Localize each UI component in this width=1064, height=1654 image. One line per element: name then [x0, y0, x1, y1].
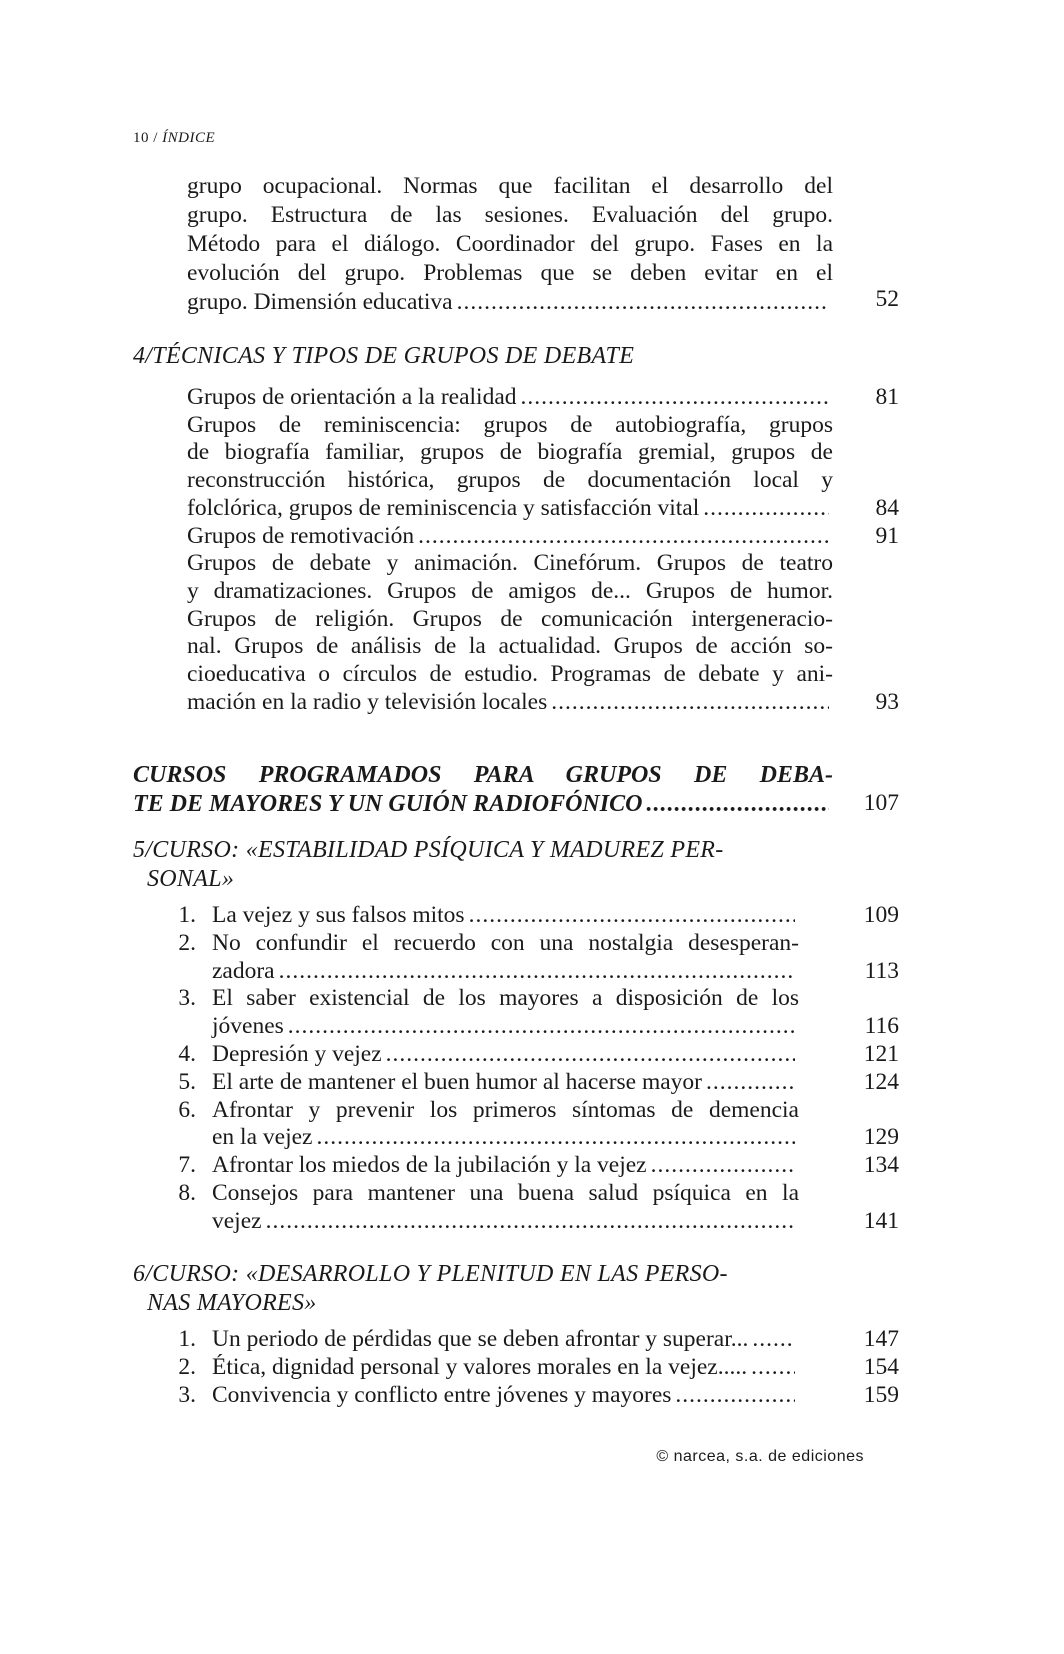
leader-dots [706, 1069, 795, 1097]
entry-line [212, 930, 799, 958]
toc-list-item [176, 1097, 799, 1153]
item-number: 8. [178, 1180, 196, 1206]
toc-entry-page: 84 [875, 494, 899, 521]
leader-dots [266, 1208, 795, 1236]
item-page: 109 [863, 902, 899, 928]
toc-entry [187, 550, 833, 716]
item-number: 2. [178, 929, 196, 956]
entry-line [212, 1124, 799, 1152]
item-number: 1. [178, 1326, 196, 1352]
leader-dots [646, 790, 829, 819]
item-page: 113 [864, 957, 899, 984]
entry-text: Depresión y vejez [212, 1041, 382, 1067]
item-body [212, 1354, 799, 1382]
item-number: 3. [178, 1381, 196, 1408]
entry-text: nal. Grupos de análisis de la actualidad. Grupos de acción so- [187, 633, 833, 660]
entry-line [187, 689, 833, 717]
intro-entry [187, 172, 833, 317]
heading-line: 6/CURSO: «DESARROLLO Y PLENITUD EN LAS PERSO- [133, 1261, 728, 1287]
toc-entry [187, 384, 833, 412]
toc-list-item [176, 985, 799, 1041]
entry-text: en la vejez [212, 1124, 313, 1151]
leader-dots [288, 1013, 795, 1041]
item-body [212, 902, 799, 930]
leader-dots [703, 495, 829, 523]
heading-line: 5/CURSO: «ESTABILIDAD PSÍQUICA Y MADUREZ PER- [133, 837, 724, 863]
toc-list-item [176, 1354, 799, 1382]
entry-line [212, 1208, 799, 1236]
entry-text: Ética, dignidad personal y valores morales en la vejez..... [212, 1353, 748, 1380]
toc-list-item [176, 1180, 799, 1236]
entry-text: de biografía familiar, grupos de biografía gremial, grupos de [187, 439, 833, 466]
leader-dots [521, 384, 829, 412]
item-number: 3. [178, 985, 196, 1012]
entry-line [187, 288, 833, 317]
leader-dots [651, 1152, 795, 1180]
item-body [212, 1152, 799, 1180]
item-page: 129 [863, 1124, 899, 1151]
section-page: 107 [863, 790, 899, 816]
entry-line [212, 985, 799, 1013]
item-body [212, 930, 799, 986]
entry-text: El saber existencial de los mayores a disposición de los [212, 985, 799, 1012]
toc-list-item [176, 1326, 799, 1354]
entry-text: Grupos de remotivación [187, 522, 415, 549]
item-number: 1. [178, 902, 196, 928]
entry-line [212, 1041, 799, 1069]
leader-dots [386, 1041, 795, 1069]
toc-list-item [176, 930, 799, 986]
toc-entry [187, 523, 833, 551]
item-page: 116 [864, 1013, 899, 1040]
item-body [212, 1382, 799, 1410]
entry-text: Grupos de religión. Grupos de comunicación intergeneracio- [187, 605, 833, 632]
item-body [212, 1097, 799, 1153]
entry-line [187, 661, 833, 689]
heading-line: SONAL» [147, 866, 235, 892]
entry-line [187, 578, 833, 606]
entry-line [212, 1069, 799, 1097]
entry-text: Convivencia y conflicto entre jóvenes y mayores [212, 1381, 672, 1408]
leader-dots [752, 1326, 795, 1354]
entry-text: La vejez y sus falsos mitos [212, 902, 465, 928]
entry-line [187, 412, 833, 440]
toc-list-item [176, 1041, 799, 1069]
entry-line [212, 1354, 799, 1382]
entry-text: vejez [212, 1207, 262, 1234]
leader-dots [457, 288, 829, 317]
intro-line: evolución del grupo. Problemas que se deben evitar en el [187, 260, 833, 286]
toc-entry [187, 412, 833, 523]
section-heading [133, 761, 833, 819]
entry-line [212, 1180, 799, 1208]
entry-text: CURSOS PROGRAMADOS PARA GRUPOS DE DEBA- [133, 762, 833, 788]
item-page: 121 [863, 1041, 899, 1067]
entry-text: Afrontar los miedos de la jubilación y la vejez [212, 1152, 647, 1179]
copyright-footer: © narcea, s.a. de ediciones [656, 1448, 864, 1465]
leader-dots [551, 689, 829, 717]
entry-text: grupo. Dimensión educativa [187, 289, 453, 315]
entry-text: Grupos de orientación a la realidad [187, 384, 517, 410]
entry-line [212, 1097, 799, 1125]
entry-text: mación en la radio y televisión locales [187, 688, 548, 715]
intro-line: Método para el diálogo. Coordinador del grupo. Fases en la [187, 231, 833, 257]
entry-line [187, 439, 833, 467]
intro-line: grupo ocupacional. Normas que facilitan el desarrollo del [187, 173, 833, 199]
item-body [212, 985, 799, 1041]
entry-line [212, 958, 799, 986]
entry-text: folclórica, grupos de reminiscencia y satisfacción vital [187, 494, 700, 521]
item-body [212, 1180, 799, 1236]
toc-entry-page: 91 [875, 522, 899, 549]
intro-line: grupo. Estructura de las sesiones. Evaluación del grupo. [187, 202, 833, 228]
entry-line [212, 902, 799, 930]
toc-list-item [176, 1382, 799, 1410]
item-body [212, 1326, 799, 1354]
item-page: 154 [863, 1353, 899, 1380]
leader-dots [316, 1124, 795, 1152]
toc-entry-page: 81 [875, 384, 899, 410]
item-number: 7. [178, 1152, 196, 1179]
intro-page: 52 [875, 286, 899, 312]
entry-text: y dramatizaciones. Grupos de amigos de... Grupos de humor. [187, 577, 833, 604]
chapter4-heading: 4/TÉCNICAS Y TIPOS DE GRUPOS DE DEBATE [133, 343, 635, 369]
item-body [212, 1041, 799, 1069]
leader-dots [675, 1382, 795, 1410]
item-number: 4. [178, 1041, 196, 1067]
leader-dots [279, 958, 795, 986]
item-body [212, 1069, 799, 1097]
item-number: 5. [178, 1068, 196, 1095]
entry-line [212, 1013, 799, 1041]
entry-line [187, 467, 833, 495]
entry-text: Grupos de reminiscencia: grupos de autobiografía, grupos [187, 411, 833, 438]
toc-entry-page: 93 [875, 688, 899, 715]
item-page: 147 [863, 1326, 899, 1352]
entry-text: jóvenes [212, 1013, 284, 1040]
toc-list-item [176, 1069, 799, 1097]
heading-line: NAS MAYORES» [147, 1290, 317, 1316]
entry-text: Consejos para mantener una buena salud psíquica en la [212, 1180, 799, 1206]
item-page: 124 [863, 1068, 899, 1095]
entry-text: reconstrucción histórica, grupos de documentación local y [187, 467, 833, 494]
chapter6-heading [133, 1260, 728, 1318]
entry-text: cioeducativa o círculos de estudio. Programas de debate y ani- [187, 661, 833, 687]
leader-dots [418, 523, 829, 551]
item-number: 2. [178, 1353, 196, 1380]
chapter5-heading [133, 836, 724, 894]
entry-text: Grupos de debate y animación. Cinefórum. Grupos de teatro [187, 550, 833, 577]
toc-list-item [176, 1152, 799, 1180]
entry-line [187, 606, 833, 634]
item-page: 134 [863, 1152, 899, 1179]
item-number: 6. [178, 1096, 196, 1123]
entry-line [187, 523, 833, 551]
leader-dots [469, 902, 795, 930]
entry-line [212, 1382, 799, 1410]
intro-text [187, 172, 833, 317]
entry-line [187, 550, 833, 578]
entry-line [187, 384, 833, 412]
entry-text: zadora [212, 957, 275, 984]
entry-line [133, 790, 833, 819]
entry-text: Afrontar y prevenir los primeros síntomas de demencia [212, 1096, 799, 1123]
entry-line [133, 761, 833, 790]
running-head-title: ÍNDICE [162, 130, 216, 146]
leader-dots [751, 1354, 795, 1382]
entry-line [187, 495, 833, 523]
entry-line [212, 1152, 799, 1180]
entry-line [212, 1326, 799, 1354]
entry-line [187, 633, 833, 661]
item-page: 159 [863, 1381, 899, 1408]
item-page: 141 [863, 1207, 899, 1234]
entry-text: El arte de mantener el buen humor al hacerse mayor [212, 1068, 703, 1095]
page-number: 10 / [133, 130, 158, 146]
toc-list-item [176, 902, 799, 930]
entry-text: Un periodo de pérdidas que se deben afrontar y superar... [212, 1326, 749, 1352]
running-head [133, 130, 215, 147]
entry-text: TE DE MAYORES Y UN GUIÓN RADIOFÓNICO [133, 791, 643, 817]
entry-text: No confundir el recuerdo con una nostalgia desesperan- [212, 929, 799, 956]
